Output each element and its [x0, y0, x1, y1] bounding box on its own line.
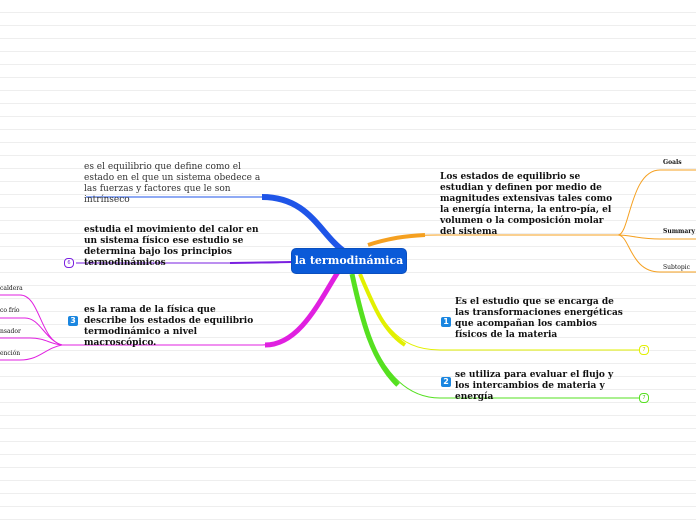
- connector-equilibrio-thick: [262, 197, 345, 252]
- connector-rama-thick: [265, 272, 338, 345]
- subtopic-subtopic[interactable]: Subtopic: [663, 264, 690, 271]
- priority-badge-estudio: 1: [441, 317, 451, 327]
- collapsed-counter-flujo[interactable]: 7: [639, 393, 649, 403]
- subtopic-summary[interactable]: Summary: [663, 228, 695, 235]
- leaf-caldera[interactable]: caldera: [0, 285, 23, 292]
- collapsed-counter-estudio[interactable]: 7: [639, 345, 649, 355]
- branch-estados[interactable]: Los estados de equilibrio se estudian y definen por medio de magnitudes extensivas tales como la energía interna, la entro-pía, el volumen o la composición molar del sistema: [440, 172, 613, 237]
- branch-rama[interactable]: es la rama de la física que describe los estados de equilibrio termodinámico a nivel macroscópico.: [84, 305, 254, 348]
- connector-estados-thick: [368, 235, 425, 245]
- branch-estudio[interactable]: Es el estudio que se encarga de las transformaciones energéticas que acompañan los cambios físicos de la materia: [455, 297, 623, 340]
- subtopic-goals[interactable]: Goals: [663, 159, 682, 166]
- connector-goals: [618, 170, 696, 235]
- leaf-frio[interactable]: co frío: [0, 307, 20, 314]
- leaf-encion[interactable]: ención: [0, 350, 21, 357]
- central-topic[interactable]: la termodinámica: [292, 249, 406, 273]
- branch-equilibrio[interactable]: es el equilibrio que define como el estado en el que un sistema obedece a las fuerzas y factores que le son intrínseco: [84, 162, 261, 205]
- priority-badge-rama: 3: [68, 316, 78, 326]
- collapsed-counter-calor[interactable]: 6: [64, 258, 74, 268]
- leaf-nsador[interactable]: nsador: [0, 328, 21, 335]
- branch-calor[interactable]: estudia el movimiento del calor en un sistema físico ese estudio se determina bajo los principios termodinámicos: [84, 225, 259, 268]
- branch-flujo[interactable]: se utiliza para evaluar el flujo y los intercambios de materia y energía: [455, 370, 614, 402]
- priority-badge-flujo: 2: [441, 377, 451, 387]
